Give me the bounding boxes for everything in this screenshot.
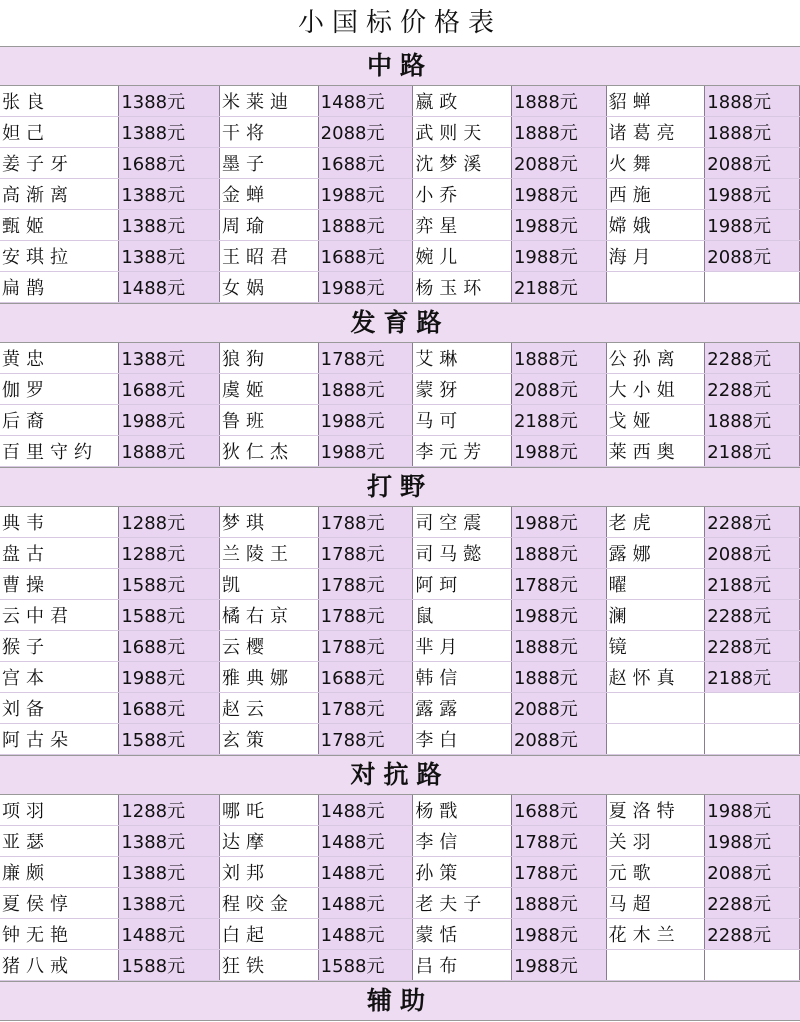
hero-name: 露娜 (606, 538, 705, 569)
table-row (0, 662, 800, 693)
hero-name: 司空震 (413, 507, 512, 538)
hero-name: 女娲 (220, 272, 319, 303)
hero-name: 狼狗 (220, 343, 319, 374)
hero-name: 公孙离 (606, 343, 705, 374)
hero-name: 小乔 (413, 179, 512, 210)
hero-name: 貂蝉 (606, 86, 705, 117)
hero-price: 1888元 (511, 631, 606, 662)
hero-name: 橘右京 (220, 600, 319, 631)
hero-name: 梦琪 (220, 507, 319, 538)
hero-name: 雅典娜 (220, 662, 319, 693)
hero-name: 沈梦溪 (413, 148, 512, 179)
hero-name: 杨玉环 (413, 272, 512, 303)
hero-name: 高渐离 (0, 179, 119, 210)
hero-price: 2288元 (705, 919, 800, 950)
table-row (0, 857, 800, 888)
table-row (0, 86, 800, 117)
hero-name: 盘古 (0, 538, 119, 569)
hero-name: 莱西奥 (606, 436, 705, 467)
hero-price: 1488元 (318, 795, 413, 826)
hero-name: 镜 (606, 631, 705, 662)
hero-price: 1688元 (119, 631, 220, 662)
table-row (0, 179, 800, 210)
table-row (0, 888, 800, 919)
hero-price: 1588元 (119, 724, 220, 755)
table-row (0, 148, 800, 179)
section-header: 发育路 (0, 303, 800, 343)
hero-price: 2188元 (705, 569, 800, 600)
hero-name: 干将 (220, 117, 319, 148)
hero-price: 1988元 (511, 210, 606, 241)
sheet-title: 小国标价格表 (0, 0, 800, 46)
hero-price: 2188元 (511, 405, 606, 436)
hero-price: 2088元 (318, 117, 413, 148)
hero-price: 1388元 (119, 86, 220, 117)
hero-name: 典韦 (0, 507, 119, 538)
hero-price: 1288元 (119, 538, 220, 569)
hero-price: 1688元 (119, 693, 220, 724)
hero-price: 2088元 (705, 241, 800, 272)
hero-price: 1988元 (705, 795, 800, 826)
hero-price: 1888元 (511, 538, 606, 569)
hero-name: 云樱 (220, 631, 319, 662)
hero-price: 1988元 (705, 179, 800, 210)
hero-name: 刘邦 (220, 857, 319, 888)
hero-name: 李信 (413, 826, 512, 857)
hero-name: 王昭君 (220, 241, 319, 272)
hero-name (606, 950, 705, 981)
hero-price: 1788元 (511, 857, 606, 888)
hero-name: 周瑜 (220, 210, 319, 241)
hero-name: 西施 (606, 179, 705, 210)
hero-price: 1988元 (705, 826, 800, 857)
hero-price (705, 272, 800, 303)
hero-name: 后裔 (0, 405, 119, 436)
hero-name: 海月 (606, 241, 705, 272)
hero-name: 宫本 (0, 662, 119, 693)
hero-price: 1488元 (318, 888, 413, 919)
hero-name: 鲁班 (220, 405, 319, 436)
hero-price: 1788元 (318, 724, 413, 755)
hero-price: 1288元 (119, 507, 220, 538)
table-row (0, 436, 800, 467)
hero-name: 孙策 (413, 857, 512, 888)
hero-name: 妲己 (0, 117, 119, 148)
table-row (0, 210, 800, 241)
hero-price: 1888元 (318, 374, 413, 405)
section-header: 中路 (0, 46, 800, 86)
hero-price: 1688元 (119, 374, 220, 405)
hero-price: 1988元 (318, 405, 413, 436)
hero-name: 嫦娥 (606, 210, 705, 241)
hero-name: 猪八戒 (0, 950, 119, 981)
hero-price: 2088元 (511, 693, 606, 724)
hero-name: 曹操 (0, 569, 119, 600)
hero-price: 2288元 (705, 631, 800, 662)
price-table (0, 795, 800, 981)
hero-price: 1888元 (318, 210, 413, 241)
hero-name: 阿古朵 (0, 724, 119, 755)
hero-price: 2088元 (511, 148, 606, 179)
hero-name: 诸葛亮 (606, 117, 705, 148)
hero-name: 玄策 (220, 724, 319, 755)
hero-name: 元歌 (606, 857, 705, 888)
hero-price: 1688元 (511, 795, 606, 826)
hero-name: 李白 (413, 724, 512, 755)
hero-price: 1588元 (119, 569, 220, 600)
hero-name: 云中君 (0, 600, 119, 631)
hero-name: 阿珂 (413, 569, 512, 600)
hero-price: 1988元 (705, 210, 800, 241)
hero-name: 达摩 (220, 826, 319, 857)
hero-price: 1988元 (318, 179, 413, 210)
price-table (0, 507, 800, 755)
table-row (0, 919, 800, 950)
hero-price: 1488元 (318, 919, 413, 950)
table-row (0, 538, 800, 569)
hero-price: 1888元 (705, 86, 800, 117)
hero-name: 哪吒 (220, 795, 319, 826)
hero-name: 夏洛特 (606, 795, 705, 826)
hero-price: 1588元 (318, 950, 413, 981)
hero-name: 扁鹊 (0, 272, 119, 303)
hero-name: 李元芳 (413, 436, 512, 467)
hero-name: 戈娅 (606, 405, 705, 436)
hero-name: 露露 (413, 693, 512, 724)
hero-price: 1988元 (511, 950, 606, 981)
hero-price: 1788元 (318, 693, 413, 724)
hero-price: 1388元 (119, 857, 220, 888)
hero-name: 武则天 (413, 117, 512, 148)
hero-price: 1388元 (119, 343, 220, 374)
hero-name: 安琪拉 (0, 241, 119, 272)
hero-price: 1888元 (511, 343, 606, 374)
hero-price: 1888元 (511, 888, 606, 919)
hero-name: 马可 (413, 405, 512, 436)
hero-price: 1788元 (511, 569, 606, 600)
hero-price: 1888元 (511, 86, 606, 117)
hero-name: 米莱迪 (220, 86, 319, 117)
hero-name: 鼠 (413, 600, 512, 631)
hero-price: 1388元 (119, 117, 220, 148)
hero-name: 伽罗 (0, 374, 119, 405)
hero-name: 艾琳 (413, 343, 512, 374)
hero-name: 虞姬 (220, 374, 319, 405)
hero-name: 夏侯惇 (0, 888, 119, 919)
hero-name: 钟无艳 (0, 919, 119, 950)
hero-name: 兰陵王 (220, 538, 319, 569)
hero-name: 蒙犽 (413, 374, 512, 405)
hero-name: 关羽 (606, 826, 705, 857)
hero-price: 1788元 (318, 538, 413, 569)
hero-price: 1288元 (119, 795, 220, 826)
hero-price: 2088元 (705, 538, 800, 569)
hero-name: 亚瑟 (0, 826, 119, 857)
hero-name (606, 272, 705, 303)
hero-price: 1788元 (318, 343, 413, 374)
hero-name: 大小姐 (606, 374, 705, 405)
hero-price: 1988元 (318, 272, 413, 303)
hero-price: 1688元 (119, 148, 220, 179)
hero-price: 1488元 (119, 272, 220, 303)
table-row (0, 343, 800, 374)
section-header: 打野 (0, 467, 800, 507)
hero-name: 马超 (606, 888, 705, 919)
hero-price: 2288元 (705, 374, 800, 405)
hero-price: 1988元 (318, 436, 413, 467)
hero-name: 猴子 (0, 631, 119, 662)
hero-price: 1488元 (119, 919, 220, 950)
hero-name: 老夫子 (413, 888, 512, 919)
hero-name: 凯 (220, 569, 319, 600)
table-row (0, 272, 800, 303)
hero-price: 1888元 (511, 662, 606, 693)
sections-container (0, 46, 800, 1021)
hero-price: 1388元 (119, 826, 220, 857)
hero-price: 1988元 (511, 179, 606, 210)
hero-name: 墨子 (220, 148, 319, 179)
hero-price: 1388元 (119, 888, 220, 919)
price-table (0, 343, 800, 467)
hero-name: 芈月 (413, 631, 512, 662)
hero-price: 1988元 (119, 405, 220, 436)
table-row (0, 405, 800, 436)
hero-name: 嬴政 (413, 86, 512, 117)
hero-price: 2188元 (705, 436, 800, 467)
hero-price: 1488元 (318, 86, 413, 117)
hero-price: 1888元 (511, 117, 606, 148)
hero-name (606, 693, 705, 724)
hero-price: 1788元 (318, 600, 413, 631)
hero-price: 1388元 (119, 210, 220, 241)
hero-name: 杨戬 (413, 795, 512, 826)
table-row (0, 693, 800, 724)
hero-name: 老虎 (606, 507, 705, 538)
hero-name: 程咬金 (220, 888, 319, 919)
hero-price: 1788元 (318, 507, 413, 538)
hero-name: 婉儿 (413, 241, 512, 272)
hero-price: 1788元 (511, 826, 606, 857)
hero-price: 2088元 (705, 857, 800, 888)
table-row (0, 950, 800, 981)
hero-name: 曜 (606, 569, 705, 600)
section-header: 对抗路 (0, 755, 800, 795)
table-row (0, 569, 800, 600)
hero-price: 2088元 (511, 724, 606, 755)
table-row (0, 507, 800, 538)
hero-price: 1588元 (119, 950, 220, 981)
hero-name: 姜子牙 (0, 148, 119, 179)
hero-price: 2288元 (705, 343, 800, 374)
hero-name: 金蝉 (220, 179, 319, 210)
hero-name: 赵云 (220, 693, 319, 724)
hero-name: 项羽 (0, 795, 119, 826)
hero-name: 廉颇 (0, 857, 119, 888)
hero-name (606, 724, 705, 755)
hero-name: 甄姬 (0, 210, 119, 241)
hero-price (705, 724, 800, 755)
hero-price: 1888元 (705, 117, 800, 148)
hero-price: 1388元 (119, 241, 220, 272)
table-row (0, 117, 800, 148)
hero-name: 赵怀真 (606, 662, 705, 693)
hero-name: 狂铁 (220, 950, 319, 981)
hero-name: 花木兰 (606, 919, 705, 950)
hero-price: 2088元 (511, 374, 606, 405)
hero-price: 1988元 (511, 241, 606, 272)
hero-price: 1988元 (511, 507, 606, 538)
hero-price: 1888元 (119, 436, 220, 467)
hero-price: 1688元 (318, 662, 413, 693)
hero-price: 1988元 (119, 662, 220, 693)
hero-price: 2088元 (705, 148, 800, 179)
hero-price: 1988元 (511, 436, 606, 467)
section-header: 辅助 (0, 981, 800, 1021)
hero-price: 1488元 (318, 826, 413, 857)
table-row (0, 600, 800, 631)
hero-price (705, 693, 800, 724)
table-row (0, 631, 800, 662)
hero-price: 1788元 (318, 569, 413, 600)
hero-name: 张良 (0, 86, 119, 117)
hero-name: 白起 (220, 919, 319, 950)
hero-name: 火舞 (606, 148, 705, 179)
price-table (0, 86, 800, 303)
hero-price: 1688元 (318, 148, 413, 179)
hero-price: 2288元 (705, 600, 800, 631)
hero-price: 1788元 (318, 631, 413, 662)
hero-price: 1688元 (318, 241, 413, 272)
hero-name: 黄忠 (0, 343, 119, 374)
hero-name: 澜 (606, 600, 705, 631)
hero-price (705, 950, 800, 981)
table-row (0, 241, 800, 272)
hero-price: 1888元 (705, 405, 800, 436)
hero-price: 1988元 (511, 919, 606, 950)
hero-price: 1988元 (511, 600, 606, 631)
hero-name: 司马懿 (413, 538, 512, 569)
hero-name: 韩信 (413, 662, 512, 693)
hero-price: 2188元 (511, 272, 606, 303)
hero-name: 百里守约 (0, 436, 119, 467)
table-row (0, 826, 800, 857)
table-row (0, 374, 800, 405)
hero-price: 1588元 (119, 600, 220, 631)
hero-name: 狄仁杰 (220, 436, 319, 467)
hero-price: 1488元 (318, 857, 413, 888)
hero-price: 1388元 (119, 179, 220, 210)
hero-name: 吕布 (413, 950, 512, 981)
hero-price: 2188元 (705, 662, 800, 693)
table-row (0, 724, 800, 755)
hero-name: 弈星 (413, 210, 512, 241)
hero-price: 2288元 (705, 507, 800, 538)
table-row (0, 795, 800, 826)
hero-name: 刘备 (0, 693, 119, 724)
hero-price: 2288元 (705, 888, 800, 919)
hero-name: 蒙恬 (413, 919, 512, 950)
